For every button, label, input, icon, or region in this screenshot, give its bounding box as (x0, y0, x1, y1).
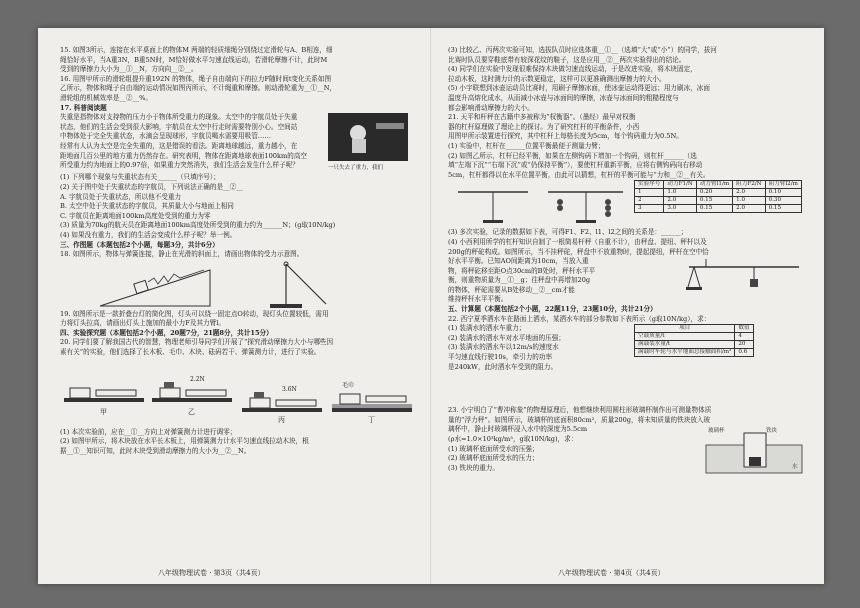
q19-line: 19. 如图所示是一款折叠台灯的简化图，灯头可以绕一固定点O转动，现灯头位置较低，需用 (60, 309, 329, 318)
q21-sub: (3) 多次实验，记录的数据如下表，可得F1、F2、l1、l2之间的关系是：______； (448, 228, 688, 237)
q21-line: (1) 实验中，杠杆在______位置平衡最便于测量力臂； (448, 141, 605, 150)
q17-text: 所受重力约为地面上的0.97倍，如果重力突然消失，我们生活会发生什么样子呢？ (60, 161, 299, 170)
question-21 (448, 113, 808, 305)
q21-line: 用图甲所示装置进行探究，其中杠杆上每格长度为5cm，每个钩码重力为0.5N。 (448, 132, 683, 141)
table-row (635, 197, 802, 205)
q21-sub: 200g的秤砣构成。如图所示，当不挂秤砣，秤盘中不放重物时，提起提纽，秤杆在空中恰 (448, 247, 709, 256)
q23-line: 23. 小宁明白了“曹冲称象”的物理原理后，他想继续利用圆柱形玻璃杯制作出可测量物体质 (448, 406, 712, 415)
q21-sub: (4) 小西利用所学的杠杆知识自制了一根简易杆秤（自重不计），由秤盘、提纽、秤杆以及 (448, 237, 707, 246)
friction-experiment-figures (60, 358, 420, 428)
table-cell: 0.30 (765, 197, 801, 205)
table-row (635, 341, 754, 349)
q17-title: 17. 科普阅读题 (60, 103, 107, 112)
sprinkler-params-table (634, 324, 754, 357)
table-cell: 3 (635, 205, 664, 213)
q17-sub: (3) 质量为70kg的航天员在距离地面100km高度处所受到的重力约为______N；(g取10N/kg) (60, 221, 336, 230)
q21-sub: 维持秤杆水平平衡。 (448, 295, 508, 304)
astronaut-figure (328, 113, 408, 173)
q23-line: (1) 玻璃杯底面所受水的压强； (448, 444, 539, 453)
table-cell: 2.0 (733, 189, 765, 197)
float-scale-figure (704, 425, 804, 475)
question-20-continued (448, 46, 808, 112)
steelyard-figure (684, 257, 804, 297)
q21-sub: 好水平平衡。已知AO间距离为10cm，当放入重 (448, 257, 589, 266)
q17-sub: (2) 关于图中处于失重状态的宇航员，下列说法正确的是__②__ (60, 182, 243, 191)
table-header: 数值 (735, 325, 753, 333)
section-5-heading: 五、计算题（本题包括2个小题，22题11分，23题10分，共计21分） (448, 305, 657, 314)
q15-line: 绳恰好水平，当A重3N，B重5N时，M恰好做水平匀速直线运动，若滑轮摩擦不计，此时M (60, 55, 328, 64)
q21-sub: 物，将秤砣移至距O点30cm的B处时，秤杆水平平 (448, 266, 596, 275)
table-cell: 2 (635, 197, 664, 205)
table-cell: 满载时车轮与水平地面总接触面积/m² (635, 349, 735, 357)
label-iron: 铁块 (766, 428, 778, 435)
astronaut-photo (328, 113, 408, 161)
table-cell: 0.15 (696, 197, 732, 205)
value-2-2n: 2.2N (190, 375, 205, 383)
q20-line: 20. 同学们要了解我国古代的智慧，物理老师引导同学们开展了“探究滑动摩擦力大小与哪些因 (60, 338, 334, 347)
table-cell: 1 (635, 189, 664, 197)
q17-sub: (4) 如果没有重力，我们的生活会变成什么样子呢？举一例。 (60, 230, 237, 239)
q21-line: (2) 如图乙所示，杠杆已经平衡，如果在左侧钩码下增加一个钩码，则杠杆______（选 (448, 151, 697, 160)
friction-experiments-svg (60, 358, 420, 428)
table-cell: 1.0 (664, 189, 696, 197)
q17-text: 状态，他们的生活会受到很大影响，宇航员在太空中行走时需要特别小心。空间站 (60, 122, 298, 131)
q17-text: 经常有人认为太空是完全失重的，这是错误的看法。距离地球越远，重力越小，在 (60, 141, 298, 150)
q16-line: 乙所示，物体和绳子自由端的运动情况如图丙所示，不计绳重和摩擦。则动滑轮重为__①__N， (60, 84, 337, 93)
q17-text: 失重是指物体对支持物的压力小于物体所受重力的现象。太空中的宇航员处于失重 (60, 113, 298, 122)
q20-cont-line: 温度升高熔化成水，从而减小冰壶与冰面间的摩擦，冰壶与冰面间的粗糙程度与 (448, 93, 679, 102)
table-row (635, 205, 802, 213)
q23-line: (3) 铁块的重力。 (448, 463, 499, 472)
section-4-heading: 四、实验探究题（本题包括2个小题，20题7分，21题8分，共计15分） (60, 328, 273, 337)
q20-line: 素有关”的实验，他们选择了长木板、毛巾、木块、砝码若干、弹簧测力计，进行了实验。 (60, 348, 321, 357)
left-page-footer: 八年级物理试卷 · 第3页（共4页） (158, 569, 265, 577)
q19-line: 力将灯头拉高，请画出灯头上施加的最小力F及其力臂l。 (60, 319, 225, 328)
table-cell: 0.20 (696, 189, 732, 197)
q17-sub: C. 宇航员在距离地面100km高度处受到的重力为零 (60, 211, 211, 220)
q21-line: 5cm，杠杆都得以在水平位置平衡，由此可以猜想，杠杆的平衡可能与“力和__②__有关。 (448, 170, 710, 179)
q20-cont-line: (5) 小宇联想到冰壶运动员比赛时，用刷子摩擦冰面，使冰壶运动得更远；用力刷冰，冰面 (448, 84, 710, 93)
q17-sub: A. 宇航员处于失重状态，所以他不受重力 (60, 192, 182, 201)
left-page (60, 46, 420, 456)
label-towel: 毛巾 (342, 381, 355, 389)
table-row (635, 333, 754, 341)
q23-line: 璃杯中，静止时玻璃杯浸入水中的深度为5.5cm (448, 425, 588, 434)
q16-line: 16. 用图甲所示的滑轮组提升重192N 的物体，绳子自由端向下的拉力F随时间t变化关系如图 (60, 74, 332, 83)
q21-line: 器的杠杆原理做了理论上的探讨。为了研究杠杆的平衡条件，小西 (448, 122, 640, 131)
q23-line: (2) 玻璃杯底面所受水的压力； (448, 454, 539, 463)
exam-sheet (38, 28, 824, 584)
table-header: 动力臂l1/m (696, 181, 732, 189)
table-cell: 0.10 (765, 189, 801, 197)
question-23 (448, 406, 808, 475)
q20-cont-line: 都会影响滑动摩擦力的大小。 (448, 103, 534, 112)
q17-text: 中物体处于完全失重状态，水滴会呈现球形，宇航员喝水需要用吸管…… (60, 132, 271, 141)
q22-line: (2) 装满水的洒水车对水平地面的压强； (448, 333, 565, 342)
page-fold (430, 28, 432, 584)
question-22 (448, 315, 808, 373)
lever-figures (448, 180, 628, 226)
table-header: 实验序号 (635, 181, 664, 189)
table-cell: 2.0 (664, 197, 696, 205)
q17-sub: B. 太空中处于失重状态的宇航员，其质量大小与地面上相同 (60, 202, 234, 211)
table-cell: 0.15 (765, 205, 801, 213)
right-page (448, 46, 808, 475)
table-cell: 4 (735, 333, 753, 341)
table-cell: 20 (735, 341, 753, 349)
table-cell: 0.6 (735, 349, 753, 357)
q23-line: (ρ水=1.0×10³kg/m³，g取10N/kg)，求： (448, 435, 578, 443)
figure-label-yi: 乙 (188, 407, 195, 416)
question-15 (60, 46, 420, 74)
figure-label-ding: 丁 (368, 415, 375, 424)
table-header: 阻力臂l2/m (765, 181, 801, 189)
label-water: 水 (792, 464, 798, 471)
q22-line: (3) 装满水的洒水车以12m/s的速度水 (448, 343, 559, 352)
q20-cont-line: 比赛时队员要穿鞋底带有较深花纹的鞋子，这是应用__②__两次实验得出的结论。 (448, 55, 686, 64)
table-header: 阻力F2/N (733, 181, 765, 189)
value-3-6n: 3.6N (282, 385, 297, 393)
q20-cont-line: (3) 比较乙、丙两次实验可知，选拔队员时应选体重__①__（选填“大”或“小”）的同学，拔河 (448, 46, 717, 54)
figure-label-jia: 甲 (100, 407, 107, 416)
q20-sub: (2) 如图甲所示，将木块放在水平长木板上，用弹簧测力计水平匀速直线拉动木块，根 (60, 437, 309, 446)
question-18: 18. 如图所示，物体与弹簧连接，静止在光滑的斜面上，请画出物体的受力示意图。 (60, 250, 304, 259)
table-cell: 空载质量/t (635, 333, 735, 341)
q15-line: 15. 如图3所示，连接在水平桌面上的物体M 两端的轻质细绳分别绕过定滑轮与A、B相连，细 (60, 46, 333, 54)
table-cell: 2.0 (733, 205, 765, 213)
table-header: 动力F1/N (664, 181, 696, 189)
q22-line: 平匀速直线行驶10s，牵引力的功率 (448, 353, 553, 362)
lever-data-table (634, 180, 802, 213)
q22-line: (1) 装满水的洒水车重力； (448, 324, 526, 333)
section-3-heading: 三、作图题（本题包括2个小题，每题3分，共计6分） (60, 240, 219, 249)
table-row (635, 189, 802, 197)
table-cell: 1.0 (733, 197, 765, 205)
table-cell: 满载装水量/t (635, 341, 735, 349)
q21-line: 21. 天平和杆秤在古籍中多被称为“权衡器”。（墨经）最早对权衡 (448, 113, 636, 122)
q17-text: 距地面几百公里的地方重力仍然存在。研究表明，物体在距离地球表面100km的高空 (60, 151, 308, 160)
q23-line: 量的“浮力秤”。如图所示，玻璃杯的底面积80cm²，质量200g，将未知质量的铁块放入玻 (448, 415, 711, 424)
question-16 (60, 75, 420, 103)
question-17 (60, 104, 420, 240)
figure-label-bing: 丙 (278, 415, 285, 424)
table-header: 项目 (635, 325, 735, 333)
q20-sub: (1) 本次实验前，应在__①__方向上对弹簧测力计进行调零； (60, 427, 237, 436)
q21-sub: 衡，则重物质量为__①__g；往秤盘中再增加20g (448, 276, 591, 285)
label-glass: 玻璃杯 (708, 428, 725, 435)
table-cell: 3.0 (664, 205, 696, 213)
astronaut-caption: 一只失去了重力，我们 (328, 164, 384, 171)
q22-line: 22. 西宁夏季洒水车在路面上洒水，某洒水车的部分参数如下表所示（g取10N/kg），求： (448, 314, 711, 323)
right-page-footer: 八年级物理试卷 · 第4页（共4页） (558, 569, 665, 577)
q20-sub: 据__①__知识可知，此时木块受到滑动摩擦力的大小为__②__N。 (60, 446, 251, 455)
q20-cont-line: 拉动木板，这时测力计的示数更稳定，这样可以更准确测出摩擦力的大小。 (448, 74, 666, 83)
table-cell: 0.15 (696, 205, 732, 213)
q17-sub: (1) 下列哪个现象与失重状态有关______（只填序号）； (60, 173, 220, 182)
q21-sub: 的物体，秤砣需要从B处移动__②__cm才能 (448, 285, 575, 294)
q21-line: 填“左端下沉”“右端下沉”或“仍保持平衡”），要使杠杆重新平衡，应将右侧钩码向右移动 (448, 161, 703, 170)
q22-line: 是240kW，此时洒水车受到的阻力。 (448, 362, 558, 371)
q16-line: 滑轮组的机械效率是__②__%。 (60, 93, 152, 102)
q15-line: 受到的摩擦力大小为__①__N，方向向__②__。 (60, 65, 198, 74)
table-row (635, 349, 754, 357)
desk-lamp-figure (226, 260, 346, 310)
q20-cont-line: (4) 同学们在实验中发现很难保持木块做匀速直线运动，于是改进实验，将木块固定， (448, 65, 697, 74)
incline-spring-figure (60, 260, 220, 310)
